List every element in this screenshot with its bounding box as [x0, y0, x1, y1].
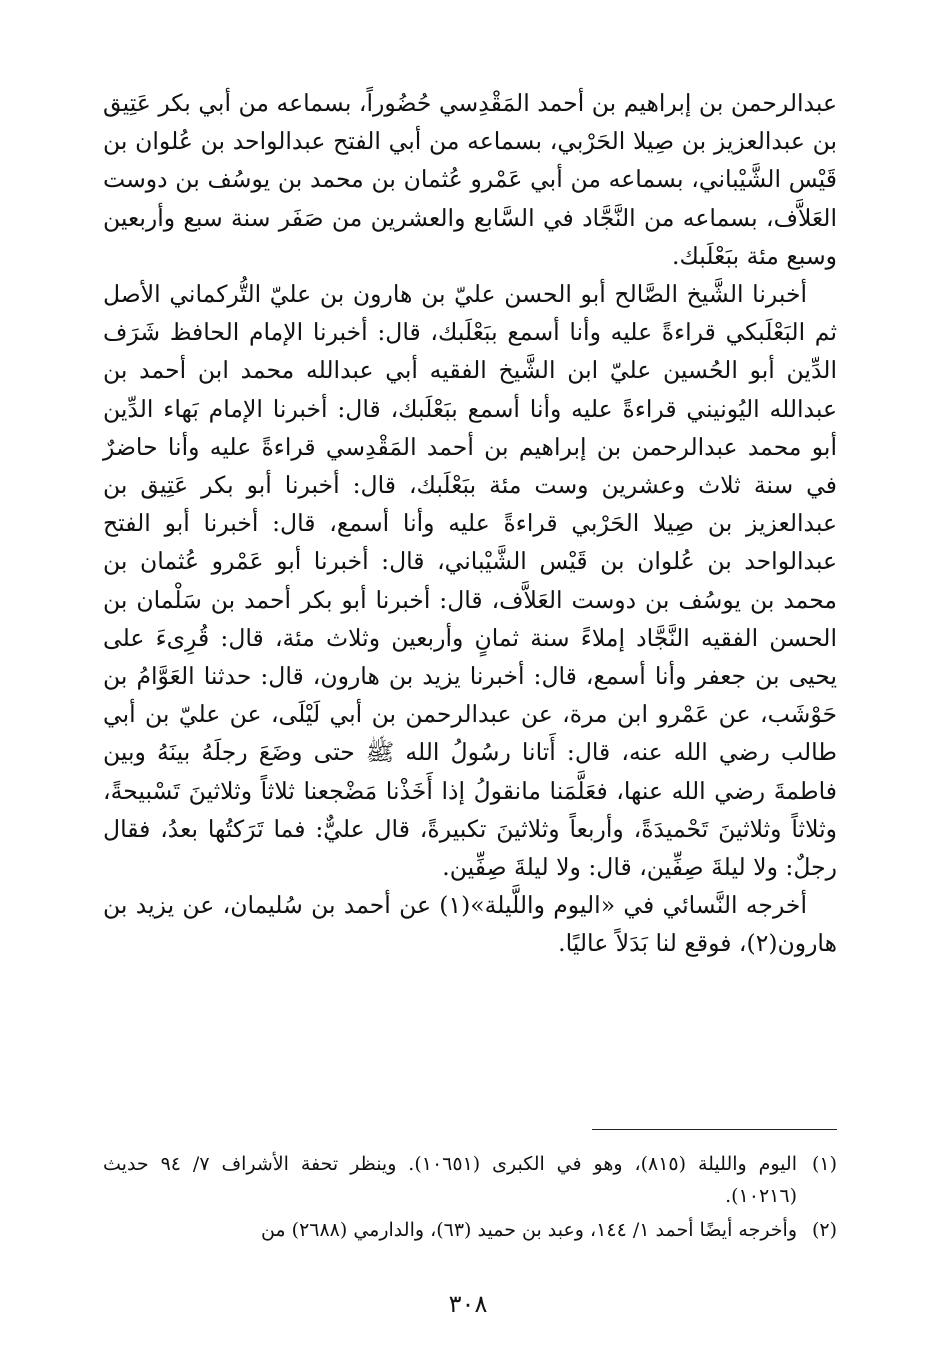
main-text [103, 84, 837, 963]
page-number: ٣٠٨ [448, 1290, 488, 1318]
paragraph-isnad-continuation: عبدالرحمن بن إبراهيم بن أحمد المَقْدِسي حُضُوراً، بسماعه من أبي بكر عَتِيق بن عبدالعزيز بن صِيلا الحَرْبي، بسماعه من أبي الفتح عبدالواحد بن عُلوان بن قَيْس الشَّيْباني، بسماعه من أبي عَمْرو عُثمان بن محمد بن يوسُف بن دوست العَلاَّف، بسماعه من النَّجَّاد في السَّابع والعشرين من صَفَر سنة سبع وأربعين وسبع مئة ببَعْلَبك. [103, 89, 837, 270]
paragraph-takhrij: أخرجه النَّسائي في «اليوم واللَّيلة»(١) عن أحمد بن سُليمان، عن يزيد بن هارون(٢)، فوقع لنا بَدَلاً عاليًا. [103, 891, 837, 958]
footnote-1 [103, 1148, 837, 1212]
footnote-number: (١) [811, 1153, 837, 1175]
footnote-number: (٢) [811, 1219, 837, 1241]
footnote-text: وأخرجه أيضًا أحمد ١/ ١٤٤، وعبد بن حميد (٦٣)، والدارمي (٢٦٨٨) من [260, 1219, 797, 1241]
footnote-divider [592, 1129, 837, 1130]
footnote-text: اليوم والليلة (٨١٥)، وهو في الكبرى (١٠٦٥١). وينظر تحفة الأشراف ٧/ ٩٤ حديث (١٠٢١٦). [103, 1153, 797, 1207]
footnote-2 [103, 1214, 837, 1246]
footnotes [103, 1148, 837, 1248]
paragraph-hadith: أخبرنا الشَّيخ الصَّالح أبو الحسن عليّ بن هارون بن عليّ التُّركماني الأصل ثم البَعْلَبكي قراءةً عليه وأنا أسمع ببَعْلَبك، قال: أخبرنا الإمام الحافظ شَرَف الدِّين أبو الحُسين عليّ ابن الشَّيخ الفقيه أبي عبدالله محمد ابن أحمد بن عبدالله اليُونيني قراءةً عليه وأنا أسمع ببَعْلَبك، قال: أخبرنا الإمام بَهاء الدِّين أبو محمد عبدالرحمن بن إبراهيم بن أحمد المَقْدِسي قراءةً عليه وأنا حاضرٌ في سنة ثلاث وعشرين وست مئة ببَعْلَبك، قال: أخبرنا أبو بكر عَتِيق بن عبدالعزيز بن صِيلا الحَرْبي قراءةً عليه وأنا أسمع، قال: أخبرنا أبو الفتح عبدالواحد بن عُلوان بن قَيْس الشَّيْباني، قال: أخبرنا أبو عَمْرو عُثمان بن محمد بن يوسُف بن دوست العَلاَّف، قال: أخبرنا أبو بكر أحمد بن سَلْمان بن الحسن الفقيه النَّجَّاد إملاءً سنة ثمانٍ وأربعين وثلاث مئة، قال: قُرِىءَ على يحيى بن جعفر وأنا أسمع، قال: أخبرنا يزيد بن هارون، قال: حدثنا العَوَّامُ بن حَوْشَب، عن عَمْرو ابن مرة، عن عبدالرحمن بن أبي لَيْلَى، عن عليّ بن أبي طالب رضي الله عنه، قال: أَتانا رسُولُ الله ﷺ حتى وضَعَ رجلَهُ بينَهُ وبين فاطمةَ رضي الله عنها، فعَلَّمَنا مانقولُ إذا أَخَذْنا مَضْجعنا ثلاثاً وثلاثينَ تَسْبيحةً، وثلاثاً وثلاثينَ تَحْميدَةً، وأربعاً وثلاثينَ تكبيرةً، قال عليٌّ: فما تَرَكتُها بعدُ، فقال رجلٌ: ولا ليلةَ صِفِّين، قال: ولا ليلةَ صِفِّين. [103, 280, 837, 882]
